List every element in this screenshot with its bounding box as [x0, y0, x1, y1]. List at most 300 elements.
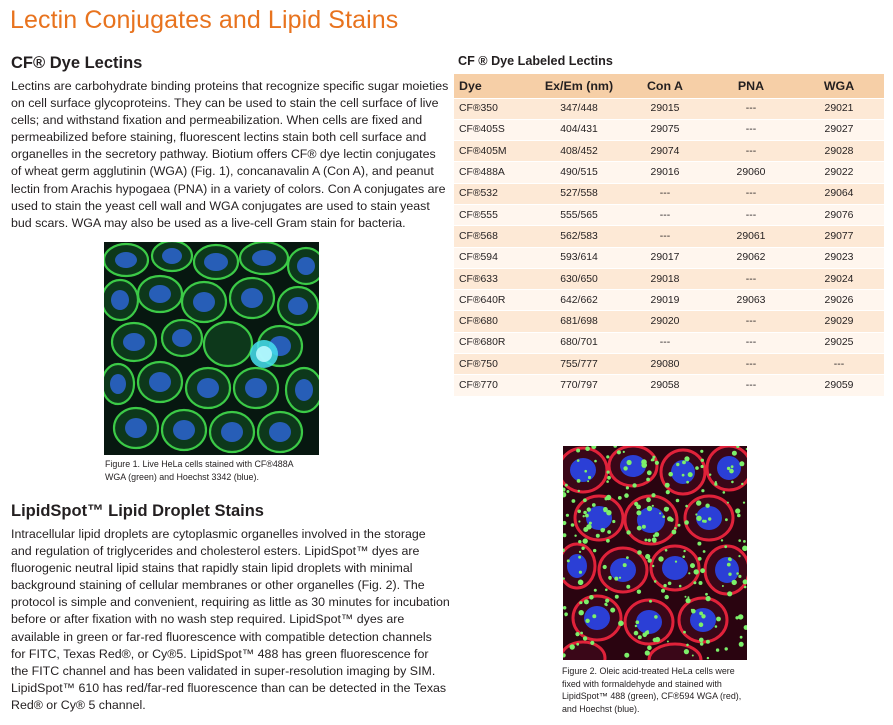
lipid-droplet: [705, 593, 708, 596]
lipid-droplet: [626, 486, 629, 489]
lipid-droplet: [736, 572, 739, 575]
table-cell: 562/583: [536, 226, 622, 247]
lipid-droplet: [675, 561, 677, 563]
table-cell: 29026: [794, 290, 884, 311]
lipid-droplet: [636, 620, 640, 624]
lipid-droplet: [729, 469, 734, 474]
lipid-droplet: [687, 596, 689, 598]
lipid-droplet: [577, 459, 580, 462]
lipid-droplet: [744, 586, 747, 589]
lipid-droplet: [715, 625, 718, 628]
column-header-ex-em: Ex/Em (nm): [536, 74, 622, 98]
lipid-droplet: [654, 615, 658, 619]
table-cell: 29059: [794, 375, 884, 396]
lipid-droplet: [615, 595, 619, 599]
lipid-droplet: [627, 460, 632, 465]
lipid-droplet: [684, 520, 689, 525]
lipid-droplet: [738, 555, 740, 557]
lipid-droplet: [688, 472, 693, 477]
paragraph-line: bud scars. WGA may also be used as a live-cell Gram stain for bacteria.: [11, 215, 406, 230]
table-cell: ---: [794, 354, 884, 375]
lipid-droplet: [638, 635, 642, 639]
lipid-droplet: [604, 603, 607, 606]
lipid-droplet: [606, 455, 609, 458]
lipid-droplet: [567, 559, 570, 562]
lipid-droplet: [743, 502, 745, 504]
table-row: [454, 332, 884, 353]
table-cell: 29029: [794, 311, 884, 332]
table-cell: 29075: [622, 119, 708, 140]
lipid-droplet: [702, 520, 705, 523]
lipid-droplet: [658, 556, 663, 561]
column-header-dye: Dye: [454, 74, 536, 98]
caption-line: Figure 2. Oleic acid-treated HeLa cells were: [562, 666, 735, 676]
lipid-droplet: [579, 571, 582, 574]
lipid-droplet: [576, 643, 579, 646]
paragraph-line: used to stain the yeast cell wall and WGA conjugates are used to stain yeast: [11, 198, 430, 213]
lipid-droplet: [716, 648, 719, 651]
lipid-droplet: [732, 451, 737, 456]
lipid-droplet: [583, 538, 588, 543]
lipid-droplet: [727, 502, 729, 504]
table-cell: 630/650: [536, 268, 622, 289]
caption-line: WGA (green) and Hoechst 3342 (blue).: [105, 471, 259, 482]
table-row: [454, 183, 884, 204]
table-cell: 29023: [794, 247, 884, 268]
table-cell: ---: [708, 119, 794, 140]
lipid-droplet: [566, 514, 569, 517]
lipid-droplet: [731, 465, 734, 468]
lipid-droplet: [578, 580, 584, 586]
lipid-droplet: [727, 591, 732, 596]
paragraph-line: on cell surface glycoproteins. They can be used to stain the cell surface of live: [11, 96, 439, 111]
table-row: [454, 311, 884, 332]
table-cell: 29080: [622, 354, 708, 375]
lipid-droplet: [647, 506, 652, 511]
table-cell: 555/565: [536, 204, 622, 225]
lipid-droplet: [728, 573, 731, 576]
lipid-droplet: [696, 516, 701, 521]
lipid-droplet: [587, 507, 591, 511]
lipid-droplet: [678, 524, 681, 527]
table-row: [454, 119, 884, 140]
lipid-droplet: [727, 563, 731, 567]
lipid-droplet: [706, 596, 711, 601]
lipid-droplet: [634, 502, 638, 506]
table-cell: ---: [708, 268, 794, 289]
table-cell: ---: [708, 332, 794, 353]
lipid-droplet: [707, 657, 709, 659]
table-row: [454, 354, 884, 375]
table-row: [454, 204, 884, 225]
lipid-droplet: [665, 595, 669, 599]
table-cell: 642/662: [536, 290, 622, 311]
lipid-droplet: [637, 590, 641, 594]
lipid-droplet: [725, 518, 728, 521]
paragraph-line: background staining of cellular membranes or other organelles (Fig. 2). The: [11, 578, 425, 593]
table-row: [454, 162, 884, 183]
section-heading-cf-dye-lectins: CF® Dye Lectins: [11, 54, 143, 72]
table-row: [454, 290, 884, 311]
lipid-droplet: [686, 598, 691, 603]
table-cell: 29027: [794, 119, 884, 140]
lipid-droplet: [642, 525, 646, 529]
lipid-droplet: [701, 489, 704, 492]
lipid-droplet: [594, 589, 597, 592]
lipid-droplet: [697, 542, 701, 546]
table-cell: 29019: [622, 290, 708, 311]
paragraph-line: permeabilized before staining, fluorescent lectins stain both cell surface and: [11, 130, 427, 145]
lipid-droplet: [612, 520, 615, 523]
lipid-droplet: [732, 580, 737, 585]
table-cell: ---: [708, 183, 794, 204]
lipid-droplet: [578, 520, 580, 522]
lipid-droplet: [607, 471, 610, 474]
lipid-droplet: [647, 646, 652, 651]
lipid-droplet: [593, 549, 596, 552]
lipid-droplet: [692, 655, 694, 657]
lipid-droplet: [716, 617, 721, 622]
lipid-droplet: [655, 461, 659, 465]
lipid-droplet: [667, 507, 670, 510]
table-cell: 29074: [622, 141, 708, 162]
lipid-droplet: [583, 636, 587, 640]
lipid-droplet: [578, 556, 581, 559]
lipid-droplet: [709, 474, 711, 476]
lipid-droplet: [672, 530, 677, 535]
lipid-droplet: [714, 483, 717, 486]
table-cell: 29063: [708, 290, 794, 311]
lipid-droplet: [655, 637, 660, 642]
table-cell: 29064: [794, 183, 884, 204]
table-cell: ---: [622, 332, 708, 353]
lipid-droplet: [654, 580, 657, 583]
table-cell: 593/614: [536, 247, 622, 268]
lipid-droplet: [696, 500, 701, 505]
lipid-droplet: [667, 516, 672, 521]
paragraph-line: of wheat germ agglutinin (WGA) (Fig. 1), concanavalin A (Con A), and peanut: [11, 164, 434, 179]
lipid-droplet: [700, 568, 705, 573]
lipid-droplet: [647, 630, 649, 632]
lipid-droplet: [735, 508, 740, 513]
lipid-droplet: [584, 599, 589, 604]
table-row: [454, 247, 884, 268]
lipid-droplet: [587, 480, 589, 482]
table-cell: 347/448: [536, 98, 622, 119]
lipid-droplet: [589, 522, 592, 525]
paragraph-line: cells; and withstand fixation and permeabilization. When cells are fixed and: [11, 113, 423, 128]
table-cell: ---: [622, 183, 708, 204]
lipidspot-description: [11, 526, 450, 714]
table-cell: 29028: [794, 141, 884, 162]
table-cell: 490/515: [536, 162, 622, 183]
section-heading-lipidspot: LipidSpot™ Lipid Droplet Stains: [11, 502, 264, 520]
lipid-droplet: [574, 535, 576, 537]
lipid-droplet: [684, 649, 689, 654]
table-cell: ---: [708, 98, 794, 119]
lipid-droplet: [572, 499, 576, 503]
lipid-droplet: [581, 547, 584, 550]
lipid-droplet: [652, 505, 654, 507]
lipid-droplet: [721, 539, 723, 541]
lipid-droplet: [686, 481, 689, 484]
paragraph-line: Lectins are carbohydrate binding proteins that recognize specific sugar moieties: [11, 79, 449, 93]
table-cell: 29024: [794, 268, 884, 289]
lipid-droplet: [570, 644, 575, 649]
lipid-droplet: [588, 476, 591, 479]
table-cell: CF®350: [454, 98, 536, 119]
lipid-droplet: [676, 463, 679, 466]
table-cell: CF®770: [454, 375, 536, 396]
lipid-droplet: [623, 451, 625, 453]
lipid-droplet: [695, 466, 699, 470]
lipid-droplet: [577, 479, 581, 483]
lipid-droplet: [603, 528, 605, 530]
table-cell: 680/701: [536, 332, 622, 353]
paragraph-line: lectin from Arachis hypogaea (PNA) in a variety of colors. Con A conjugates are: [11, 181, 446, 196]
column-header-con-a: Con A: [622, 74, 708, 98]
figure-2-lipidspot-image: [563, 446, 747, 660]
table-row: [454, 98, 884, 119]
lipid-droplet: [743, 540, 746, 543]
lipid-droplet: [688, 572, 690, 574]
lipid-droplet: [607, 476, 611, 480]
lipid-droplet: [663, 584, 666, 587]
lipid-droplet: [577, 510, 581, 514]
lipid-droplet: [641, 459, 647, 465]
caption-line: Figure 1. Live HeLa cells stained with CF®488A: [105, 459, 294, 469]
lipid-droplet: [614, 577, 618, 581]
lipid-droplet: [618, 621, 624, 627]
lipid-droplet: [701, 459, 704, 462]
figure-1-hela-wga-image: [104, 242, 319, 455]
lipid-droplet: [700, 450, 703, 453]
table-cell: CF®532: [454, 183, 536, 204]
lipid-droplet: [676, 499, 680, 503]
lipid-droplet: [605, 599, 609, 603]
lipid-droplet: [603, 565, 607, 569]
table-cell: 755/777: [536, 354, 622, 375]
lipid-droplet: [646, 497, 651, 502]
lipid-droplet: [737, 514, 741, 518]
paragraph-line: before or after fixation with no wash step required. LipidSpot™ dyes are: [11, 612, 405, 627]
lipid-droplet: [740, 636, 743, 639]
lipid-droplet: [665, 549, 668, 552]
lipid-droplet: [583, 515, 585, 517]
lipid-droplet: [700, 642, 704, 646]
lipid-droplet: [606, 510, 611, 515]
lipid-droplet: [661, 589, 665, 593]
table-header-row: [454, 74, 884, 98]
lipid-droplet: [619, 577, 621, 579]
figure-1-caption: [105, 458, 294, 483]
lipid-droplet: [626, 585, 630, 589]
lipid-droplet: [701, 465, 704, 468]
microscopy-image-green-blue: [104, 242, 319, 455]
lipid-droplet: [634, 631, 639, 636]
lipid-droplet: [654, 532, 659, 537]
table-cell: 29017: [622, 247, 708, 268]
lipid-droplet: [565, 614, 567, 616]
lipid-droplet: [708, 517, 711, 520]
lipid-droplet: [738, 575, 741, 578]
lipid-droplet: [701, 614, 705, 618]
paragraph-line: for FITC, Texas Red®, or Cy®5. LipidSpot™ 488 has green fluorescence for: [11, 646, 429, 661]
lipid-droplet: [576, 449, 580, 453]
lipid-droplet: [578, 490, 580, 492]
lipid-droplet: [623, 563, 627, 567]
lipid-droplet: [636, 510, 641, 515]
lipid-droplet: [623, 466, 627, 470]
lipid-droplet: [662, 515, 665, 518]
page-title: Lectin Conjugates and Lipid Stains: [10, 6, 399, 34]
lipid-droplet: [683, 631, 686, 634]
table-cell: 527/558: [536, 183, 622, 204]
table-cell: 29016: [622, 162, 708, 183]
table-cell: ---: [622, 204, 708, 225]
lipid-droplet: [699, 581, 703, 585]
lipid-droplet: [685, 505, 688, 508]
lipid-droplet: [695, 513, 697, 515]
table-cell: ---: [708, 141, 794, 162]
paragraph-line: available in green or far-red fluorescence with compatible detection channels: [11, 629, 432, 644]
lectins-description: [11, 78, 449, 232]
table-row: [454, 226, 884, 247]
lipid-droplet: [592, 614, 596, 618]
lipid-droplet: [705, 504, 709, 508]
lipid-droplet: [617, 450, 621, 454]
lipid-droplet: [645, 650, 650, 655]
paragraph-line: organelles in the secretory pathway. Biotium offers CF® dye lectin conjugates: [11, 147, 436, 162]
lipid-droplet: [648, 558, 652, 562]
table-cell: CF®555: [454, 204, 536, 225]
lipid-droplet: [666, 490, 670, 494]
table-cell: 29021: [794, 98, 884, 119]
lipid-droplet: [603, 509, 606, 512]
table-cell: CF®680: [454, 311, 536, 332]
table-cell: ---: [708, 375, 794, 396]
table-row: [454, 141, 884, 162]
table-cell: CF®633: [454, 268, 536, 289]
lipid-droplet: [645, 554, 650, 559]
table-cell: CF®750: [454, 354, 536, 375]
paragraph-line: LipidSpot™ 610 has red/far-red fluorescence than can be detected in the Texas: [11, 680, 447, 695]
table-cell: 29076: [794, 204, 884, 225]
table-cell: 29060: [708, 162, 794, 183]
paragraph-line: and regulation of triglycerides and cholesterol esters. LipidSpot™ dyes are: [11, 544, 420, 559]
lipid-droplet: [594, 460, 597, 463]
lipid-droplet: [596, 534, 600, 538]
lipid-droplet: [706, 640, 710, 644]
table-cell: 29022: [794, 162, 884, 183]
lipid-droplet: [571, 523, 575, 527]
table-cell: 29025: [794, 332, 884, 353]
lipid-droplet: [632, 483, 636, 487]
dye-labeled-lectins-table: [454, 74, 884, 397]
lipid-droplet: [624, 493, 629, 498]
caption-line: fixed with formaldehyde and stained with: [562, 678, 722, 689]
lipid-droplet: [682, 474, 685, 477]
lipid-droplet: [723, 491, 726, 494]
lipid-droplet: [626, 530, 630, 534]
lipid-droplet: [609, 577, 612, 580]
table-cell: 29077: [794, 226, 884, 247]
lipid-droplet: [586, 524, 591, 529]
column-header-wga: WGA: [794, 74, 884, 98]
table-row: [454, 375, 884, 396]
lipid-droplet: [605, 589, 608, 592]
paragraph-line: Intracellular lipid droplets are cytoplasmic organelles involved in the storage: [11, 527, 426, 541]
table-cell: 29061: [708, 226, 794, 247]
lipid-droplet: [731, 481, 734, 484]
paragraph-line: fluorogenic neutral lipid stains that rapidly stain lipid droplets with minimal: [11, 561, 413, 576]
table-cell: CF®405S: [454, 119, 536, 140]
lipid-droplet: [738, 614, 743, 619]
lipid-droplet: [585, 619, 589, 623]
lipid-droplet: [607, 530, 611, 534]
paragraph-line: Red® or Cy® 5 channel.: [11, 697, 146, 712]
lipid-droplet: [585, 514, 589, 518]
table-cell: 408/452: [536, 141, 622, 162]
lipid-droplet: [729, 558, 732, 561]
caption-line: and Hoechst (blue).: [562, 703, 640, 714]
column-header-pna: PNA: [708, 74, 794, 98]
table-cell: CF®594: [454, 247, 536, 268]
lipid-droplet: [579, 610, 584, 615]
table-cell: CF®568: [454, 226, 536, 247]
lipid-droplet: [648, 539, 651, 542]
caption-line: LipidSpot™ 488 (green), CF®594 WGA (red),: [562, 691, 742, 702]
lipid-droplet: [644, 539, 647, 542]
lipid-droplet: [703, 550, 706, 553]
table-title: CF ® Dye Labeled Lectins: [458, 54, 613, 68]
lipid-droplet: [583, 498, 587, 502]
lipid-droplet: [698, 557, 702, 561]
lipid-droplet: [693, 581, 696, 584]
lipid-droplet: [649, 600, 652, 603]
table-cell: 29058: [622, 375, 708, 396]
table-cell: CF®488A: [454, 162, 536, 183]
lipid-droplet: [738, 539, 741, 542]
table-cell: 29018: [622, 268, 708, 289]
paragraph-line: protocol is simple and convenient, requiring as little as 30 minutes for incubation: [11, 595, 450, 610]
lipid-droplet: [642, 633, 647, 638]
lipid-droplet: [725, 647, 728, 650]
lipid-droplet: [580, 601, 583, 604]
lipid-droplet: [683, 550, 685, 552]
table-cell: 29015: [622, 98, 708, 119]
lipid-droplet: [579, 551, 581, 553]
lipid-droplet: [722, 585, 724, 587]
microscopy-image-red-green-blue: [563, 446, 747, 660]
lipid-droplet: [694, 569, 699, 574]
lipid-droplet: [605, 497, 608, 500]
lipid-droplet: [685, 596, 687, 598]
lipid-droplet: [646, 478, 650, 482]
lipid-droplet: [592, 503, 596, 507]
table-cell: 404/431: [536, 119, 622, 140]
lipid-droplet: [583, 511, 587, 515]
lipid-droplet: [585, 446, 590, 451]
lipid-droplet: [699, 622, 704, 627]
lipid-droplet: [566, 490, 569, 493]
lipid-droplet: [659, 512, 661, 514]
lipid-droplet: [651, 493, 655, 497]
lipid-droplet: [565, 484, 568, 487]
lipid-droplet: [690, 563, 695, 568]
paragraph-line: the FITC channel and has been validated in super-resolution imaging by SIM.: [11, 663, 436, 678]
figure-2-caption: [562, 665, 741, 715]
